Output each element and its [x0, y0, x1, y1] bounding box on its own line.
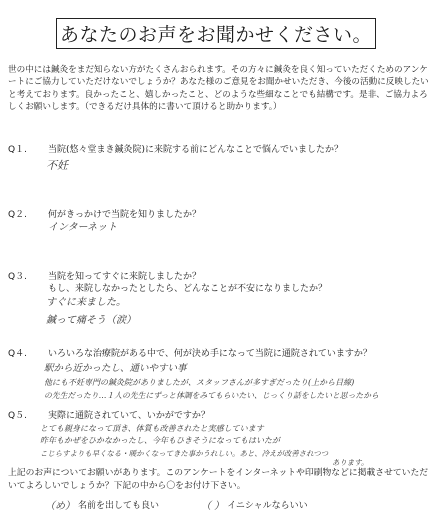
answer-5-line-4: あります。	[332, 458, 369, 467]
answer-4-line-2: 他にも不妊専門の鍼灸院がありましたが、スタッフさんが多すぎだったり(上から目線)	[44, 378, 355, 387]
answer-4-line-3: の先生だったり…１人の先生にずっと体調をみてもらいたい、じっくり話をしたいと思ったから	[44, 391, 379, 400]
question-5-text: 実際に通院されていて、いかがですか？	[48, 411, 210, 421]
question-2	[8, 209, 201, 221]
option-initials-ok[interactable]	[198, 497, 308, 512]
option-initials-ok-label: イニシャルならいい	[227, 501, 308, 511]
option-name-ok[interactable]	[42, 497, 159, 512]
answer-2-line-1: インターネット	[48, 222, 118, 233]
question-2-text: 何がきっかけで当院を知りましたか？	[48, 210, 202, 220]
question-3-number: Q３.	[8, 272, 27, 282]
option-initials-ok-mark: （ ）	[201, 501, 225, 512]
question-3	[8, 271, 327, 295]
consent-text: 上記のお声についてお願いがあります。このアンケートをインターネットや印刷物などに掲載させていただいてよろしいでしょうか？下記の中から〇をお付け下さい。	[8, 468, 429, 491]
answer-3-line-1: すぐに来ました。	[46, 297, 126, 308]
page-title: あなたのお声をお聞かせください。	[56, 18, 376, 49]
option-name-ok-mark: （め）	[45, 501, 75, 512]
question-3-subtext: もし、来院しなかったとしたら、どんなことが不安になりましたか？	[48, 284, 328, 294]
question-5	[8, 410, 210, 422]
question-4-number: Q４.	[8, 349, 27, 359]
answer-5-line-2: 昨年もかぜをひかなかったし、今年もひきそうになってもはいたが	[40, 436, 280, 445]
question-1-text: 当院(悠々堂まき鍼灸院)に来院する前にどんなことで悩んでいましたか？	[48, 145, 344, 155]
answer-1-line-1: 不妊	[46, 159, 68, 172]
answer-5-line-1: とても親身になって頂き、体質も改善されたと実感しています	[40, 424, 264, 433]
answer-5-line-3: こじらすよりも早くなる・暖かくなってきた事かうれしい。あと、冷えが改善されつつ	[40, 449, 329, 458]
option-name-ok-label: 名前を出しても良い	[78, 501, 160, 511]
question-3-text: 当院を知ってすぐに来院しましたか？	[48, 272, 202, 282]
question-4	[8, 348, 372, 360]
question-1	[8, 144, 343, 156]
question-2-number: Q２.	[8, 210, 27, 220]
question-4-text: いろいろな治療院がある中で、何が決め手になって当院に通院されていますか？	[48, 349, 372, 359]
answer-3-line-2: 鍼って痛そう（涙）	[46, 315, 136, 326]
answer-4-line-1: 駅から近かったし、通いやすい事	[44, 363, 187, 374]
question-5-number: Q５.	[8, 411, 27, 421]
intro-text: 世の中には鍼灸をまだ知らない方がたくさんおられます。その方々に鍼灸を良く知っていただくためのアンケートにご協力していただけないでしょうか？あなた様のご意見をお聞かせいただき、今後の活動に反映したいと考えております。良かったこと、嬉しかったこと、どのような些細なことでも結構です。是非、ご協力よろしくお願いします。（できるだけ具体的に書いて頂けると助かります。）	[8, 65, 429, 113]
question-1-number: Q１.	[8, 145, 27, 155]
